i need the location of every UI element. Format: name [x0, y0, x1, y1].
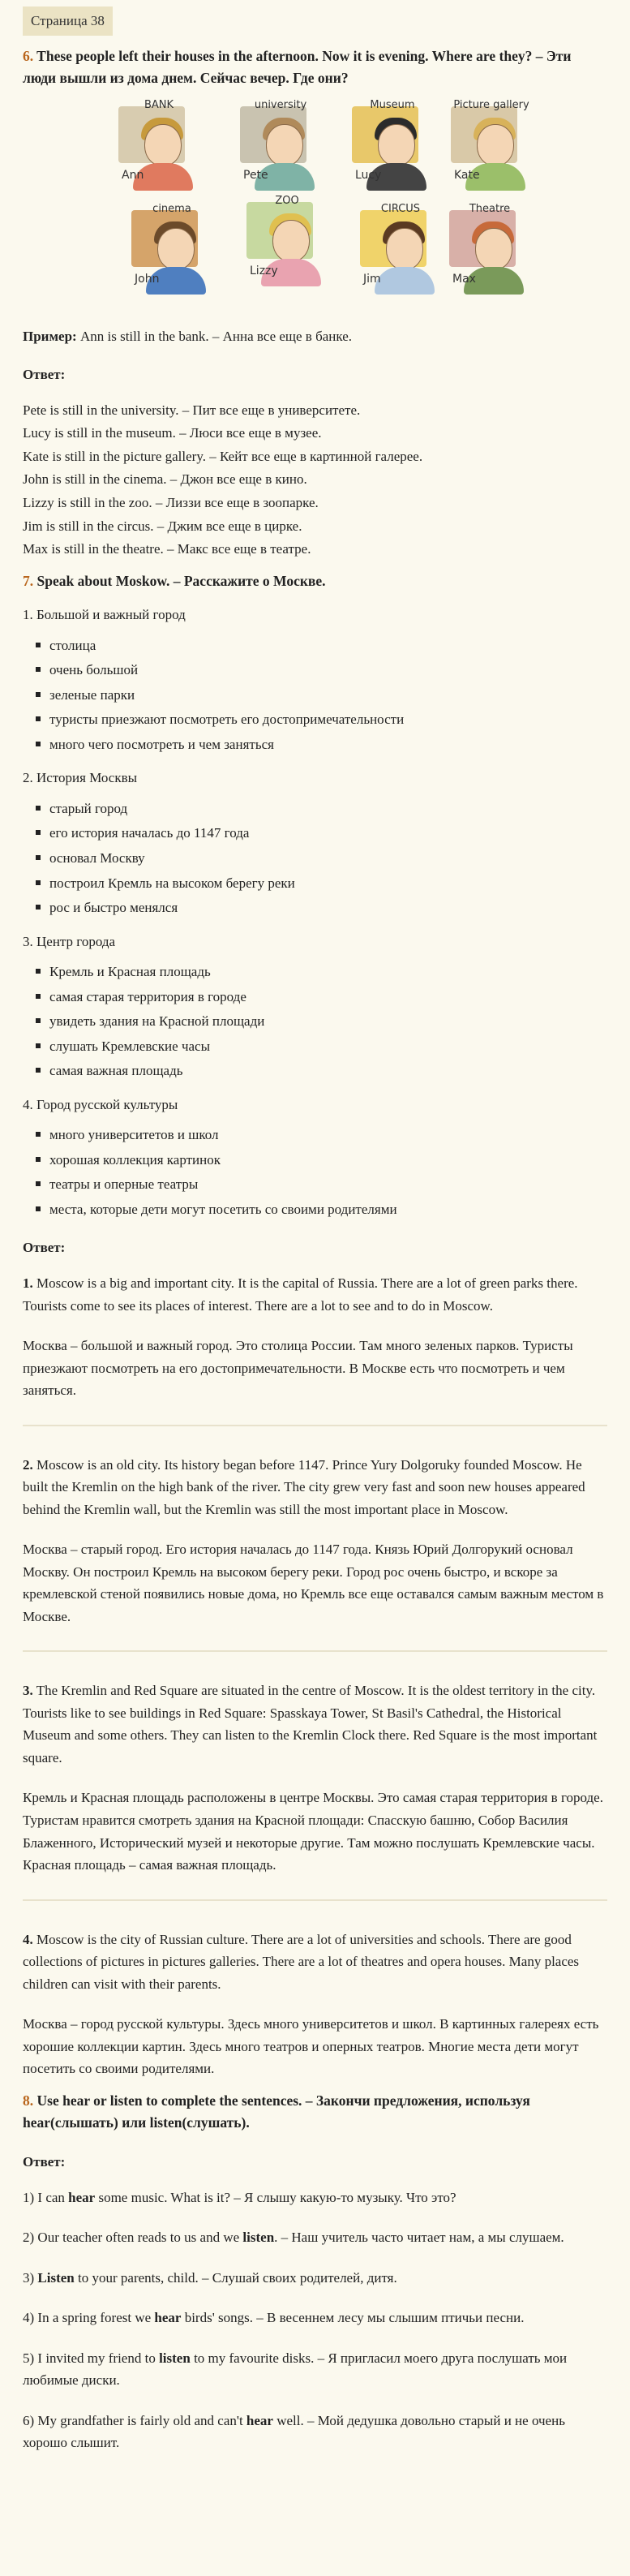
divider — [23, 1425, 607, 1426]
ex6-example — [23, 325, 607, 348]
answer-ru: Кремль и Красная площадь расположены в центре Москвы. Это самая старая территория в городе. Туристам нравится смотреть здания на Красной площади: Спасскую башню, Собор Василия Блаженного, Исторический музей и некоторые другие. Там можно послушать Кремлевские часы. Красная площадь – самая важная площадь. — [23, 1790, 603, 1873]
person-pete — [235, 97, 331, 192]
list-item: столица — [36, 634, 607, 657]
ex8-answer-label: Ответ: — [23, 2154, 66, 2170]
topic-heading: 4. Город русской культуры — [23, 1096, 178, 1112]
face-icon — [378, 124, 415, 166]
place-sign: university — [254, 98, 307, 111]
person-name: Ann — [122, 168, 144, 182]
face-icon — [266, 124, 303, 166]
example-label: Пример: — [23, 328, 77, 344]
answer-number: 1. — [23, 1275, 33, 1291]
keyword: hear — [154, 2310, 182, 2326]
person-ann — [114, 97, 209, 192]
keyword: listen — [159, 2350, 191, 2366]
ex6-number: 6. — [23, 47, 34, 64]
answer-en: 2. Moscow is an old city. Its history began before 1147. Prince Yury Dolgoruky founded Moscow. He built the Kremlin on the high bank of the river. The city grew very fast and soon new houses appeared behind the Kremlin wall, but the Kremlin was still the most important place in Moscow. — [23, 1456, 585, 1517]
answer-en: 3. The Kremlin and Red Square are situated in the centre of Moscow. It is the oldest territory in the city. Tourists like to see buildings in Red Square: Spasskaya Tower, St Basil's Cathedral, the Historical Museum and some others. They can listen to the Kremlin Clock there. Red Square is the most important square. — [23, 1683, 598, 1765]
person-name: Lizzy — [250, 264, 278, 277]
answer-en: 1. Moscow is a big and important city. It is the capital of Russia. There are a lot of green parks there. Tourists come to see its places of interest. There are a lot to see and to do in Moscow. — [23, 1275, 578, 1314]
answer-ru: Москва – город русской культуры. Здесь много университетов и школ. В картинных галереях есть хорошие коллекции картин. Здесь много театров и оперных театров. Многие места дети могут посетить со своими родителями. — [23, 2016, 599, 2077]
list-item: самая важная площадь — [36, 1060, 607, 1082]
sentence: 1) I can hear some music. What is it? – Я слышу какую-то музыку. Что это? — [23, 2189, 456, 2205]
list-item: слушать Кремлевские часы — [36, 1035, 607, 1058]
ex8-title — [23, 2090, 607, 2135]
answer-number: 2. — [23, 1456, 33, 1473]
place-sign: ZOO — [275, 194, 299, 207]
place-sign: Museum — [370, 98, 415, 111]
ex7-answer-3 — [23, 1679, 607, 1876]
place-sign: cinema — [152, 202, 191, 215]
person-name: Lucy — [355, 168, 382, 182]
ex8-number: 8. — [23, 2092, 34, 2109]
place-sign: CIRCUS — [380, 202, 421, 215]
face-icon — [386, 228, 423, 270]
divider — [23, 1899, 607, 1901]
page-label: Страница 38 — [23, 6, 113, 36]
ex7-answer-4 — [23, 1929, 607, 2080]
sentence: 6) My grandfather is fairly old and can't hear well. – Мой дедушка довольно старый и не очень хорошо слышит. — [23, 2412, 565, 2451]
example-text: Ann is still in the bank. – Анна все еще в банке. — [76, 328, 353, 344]
face-icon — [157, 228, 195, 270]
people-places-illustration — [23, 97, 607, 316]
answer-ru: Москва – большой и важный город. Это столица России. Там много зеленых парков. Туристы приезжают посмотреть на его достопримечательности. В Москве есть что посмотреть и чем заняться. — [23, 1338, 573, 1399]
divider — [23, 1650, 607, 1652]
ex6-title-text: These people left their houses in the afternoon. Now it is evening. Where are they? – Эти люди вышли из дома днем. Сейчас вечер. Где они? — [23, 47, 572, 87]
answer-line: John is still in the cinema. – Джон все еще в кино. — [23, 471, 307, 488]
list-item: построил Кремль на высоком берегу реки — [36, 872, 607, 895]
list-item: театры и оперные театры — [36, 1173, 607, 1196]
ex6-answers — [23, 399, 607, 561]
ex6-answer-label: Ответ: — [23, 367, 66, 383]
face-icon — [477, 124, 514, 166]
person-jim — [355, 200, 451, 296]
answer-number: 4. — [23, 1931, 33, 1947]
person-name: Jim — [363, 272, 381, 286]
ex7-title — [23, 570, 607, 593]
answer-number: 3. — [23, 1683, 33, 1699]
list-item: рос и быстро менялся — [36, 897, 607, 919]
face-icon — [272, 220, 310, 262]
list-item: хорошая коллекция картинок — [36, 1149, 607, 1172]
answer-line: Max is still in the theatre. – Макс все еще в театре. — [23, 541, 311, 557]
list-item: Кремль и Красная площадь — [36, 961, 607, 983]
answer-line: Pete is still in the university. – Пит все еще в университете. — [23, 402, 361, 418]
person-name: John — [135, 272, 160, 286]
answer-line: Lucy is still in the museum. – Люси все еще в музее. — [23, 425, 322, 441]
keyword: hear — [246, 2412, 273, 2428]
place-sign: BANK — [144, 98, 174, 111]
ex8-title-text: Use hear or listen to complete the sentences. – Закончи предложения, используя hear(слышать) или listen(слушать). — [23, 2092, 530, 2131]
keyword: hear — [68, 2189, 96, 2205]
sentence: 3) Listen to your parents, child. – Слушай своих родителей, дитя. — [23, 2269, 397, 2286]
answer-line: Jim is still in the circus. – Джим все еще в цирке. — [23, 518, 302, 534]
topic-list — [23, 1124, 607, 1220]
list-item: зеленые парки — [36, 684, 607, 707]
person-name: Kate — [454, 168, 480, 182]
list-item: самая старая территория в городе — [36, 986, 607, 1008]
topic-list — [23, 634, 607, 756]
topic-list — [23, 798, 607, 919]
sentence: 2) Our teacher often reads to us and we listen. – Наш учитель часто читает нам, а мы слушаем. — [23, 2230, 564, 2246]
ex7-answer-label: Ответ: — [23, 1240, 66, 1256]
person-max — [444, 200, 540, 296]
answer-ru: Москва – старый город. Его история началась до 1147 года. Князь Юрий Долгорукий основал Москву. Он построил Кремль на высоком берегу реки. Город рос очень быстро, и вскоре за кремлевской стеной появились новые дома, но Кремль все еще оставался самым важным местом в Москве. — [23, 1542, 604, 1624]
list-item: основал Москву — [36, 847, 607, 870]
answer-line: Lizzy is still in the zoo. – Лиззи все еще в зоопарке. — [23, 495, 319, 510]
list-item: места, которые дети могут посетить со своими родителями — [36, 1198, 607, 1221]
place-sign: Theatre — [469, 202, 511, 215]
topic-heading: 2. История Москвы — [23, 770, 138, 786]
person-john — [126, 200, 222, 296]
list-item: много чего посмотреть и чем заняться — [36, 733, 607, 756]
person-lizzy — [242, 192, 337, 288]
ex7-answer-1 — [23, 1272, 607, 1402]
list-item: его история началась до 1147 года — [36, 822, 607, 845]
answer-line: Kate is still in the picture gallery. – Кейт все еще в картинной галерее. — [23, 448, 423, 464]
list-item: старый город — [36, 798, 607, 820]
person-name: Max — [452, 272, 476, 286]
ex7-number: 7. — [23, 572, 34, 589]
ex7-title-text: Speak about Moskow. – Расскажите о Москве. — [33, 572, 326, 589]
list-item: очень большой — [36, 659, 607, 682]
keyword: listen — [242, 2230, 275, 2246]
person-kate — [446, 97, 542, 192]
ex6-title — [23, 45, 607, 90]
person-name: Pete — [243, 168, 268, 182]
keyword: Listen — [37, 2269, 75, 2286]
list-item: много университетов и школ — [36, 1124, 607, 1146]
list-item: туристы приезжают посмотреть его достопримечательности — [36, 708, 607, 731]
person-lucy — [347, 97, 443, 192]
answer-en: 4. Moscow is the city of Russian culture. There are a lot of universities and schools. There are good collections of pictures in pictures galleries. There are a lot of theatres and opera houses. Many places children can visit with their parents. — [23, 1931, 580, 1992]
place-sign: Picture gallery — [453, 98, 529, 111]
topic-heading: 3. Центр города — [23, 933, 116, 949]
topic-heading: 1. Большой и важный город — [23, 607, 186, 623]
list-item: увидеть здания на Красной площади — [36, 1010, 607, 1033]
topic-list — [23, 961, 607, 1082]
face-icon — [475, 228, 512, 270]
face-icon — [144, 124, 182, 166]
ex7-answer-2 — [23, 1454, 607, 1628]
sentence: 5) I invited my friend to listen to my favourite disks. – Я пригласил моего друга послушать мои любимые диски. — [23, 2350, 568, 2389]
sentence: 4) In a spring forest we hear birds' songs. – В весеннем лесу мы слышим птичьи песни. — [23, 2310, 525, 2326]
